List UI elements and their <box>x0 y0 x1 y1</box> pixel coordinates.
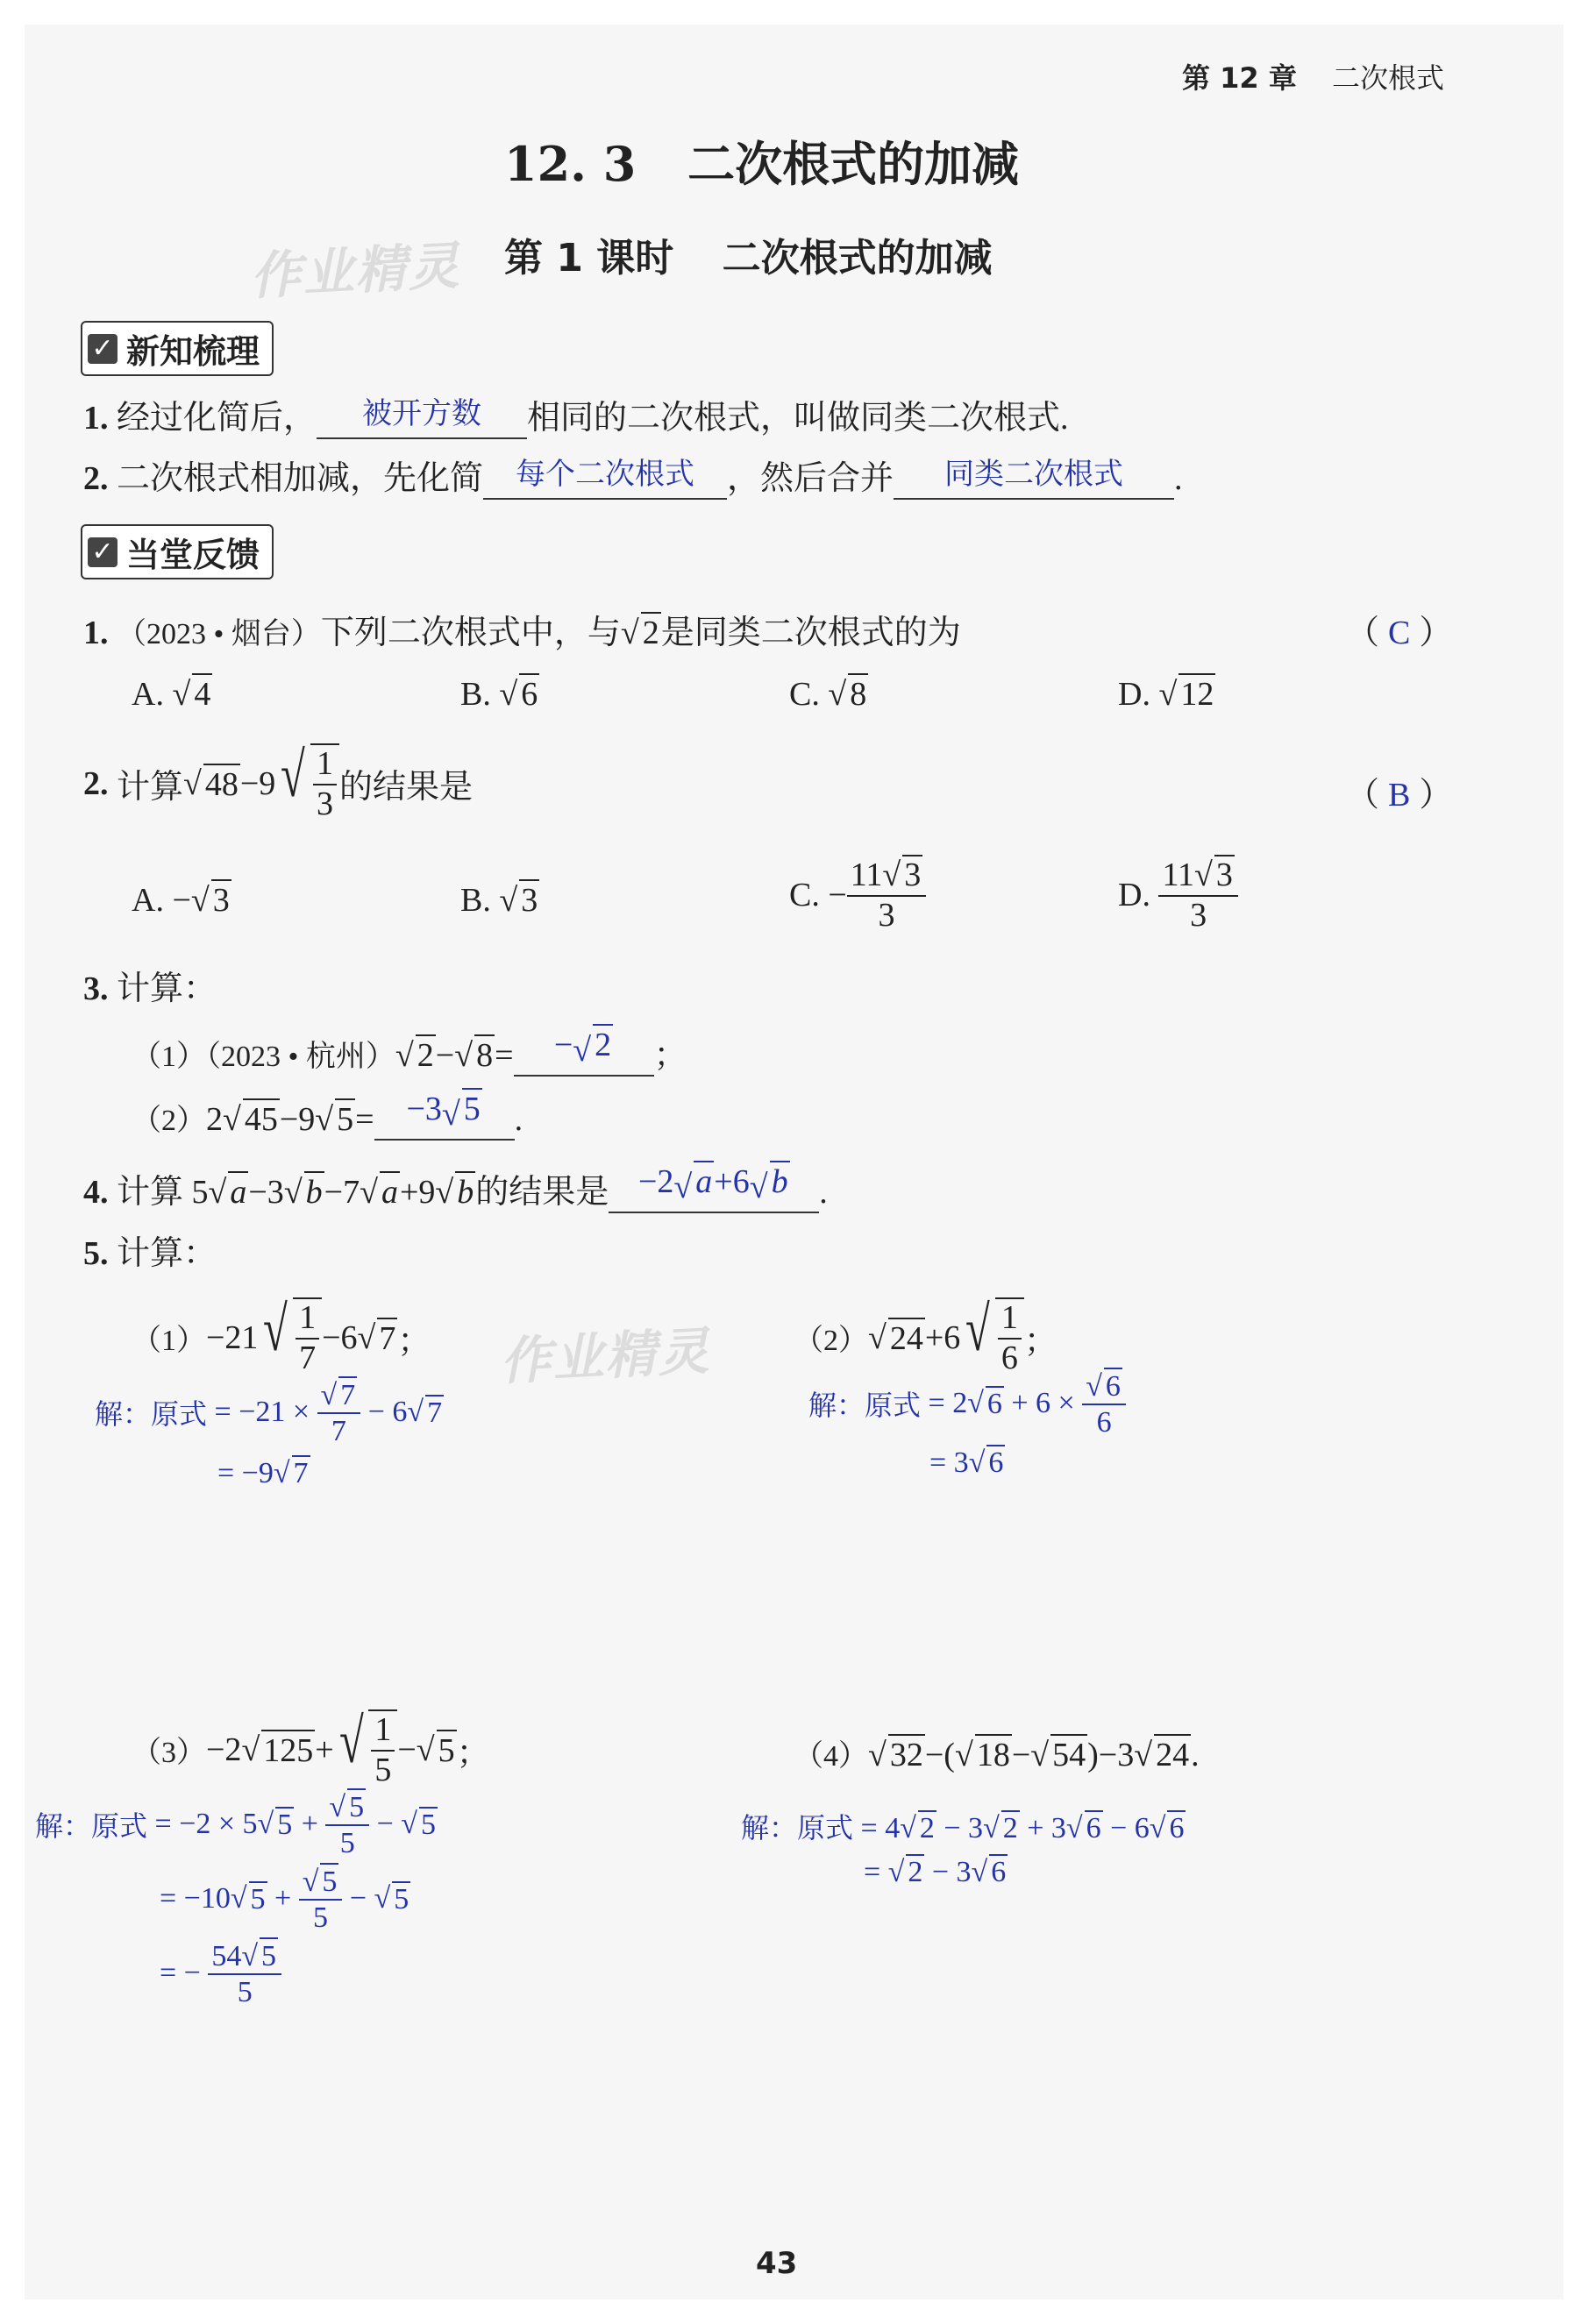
checkmark-icon: ✓ <box>88 537 117 567</box>
coefficient: 2 <box>206 1101 223 1138</box>
term: + 3 <box>1027 1812 1066 1844</box>
lesson-name: 二次根式的加减 <box>722 236 993 281</box>
radicand: 6 <box>1169 1812 1185 1844</box>
radicand: b <box>455 1171 475 1212</box>
solution-5-4-line2: = √ 2 − 3√ 6 <box>864 1856 1007 1888</box>
radicand: 7 <box>427 1397 443 1430</box>
numerator: 1 <box>998 1299 1022 1340</box>
radicand: 12 <box>1179 673 1215 714</box>
expression: = −2 × 5 <box>154 1808 258 1841</box>
radicand: 5 <box>335 1098 355 1139</box>
option-label: D. <box>1118 876 1150 913</box>
question-source: （2023 • 杭州） <box>206 1041 395 1073</box>
section-name: 二次根式的加减 <box>687 136 1020 192</box>
radical-fraction: √ $\frac{1}{7}$ <box>258 1297 322 1377</box>
radicand: 5 <box>320 1863 338 1899</box>
page-number: 43 <box>756 2246 798 2281</box>
feedback-q3 <box>83 961 217 1009</box>
expression: = 2 <box>928 1387 968 1420</box>
radicand: 3 <box>519 879 539 920</box>
part-tag: （1） <box>132 1325 206 1358</box>
sign: − <box>553 1027 573 1063</box>
solution-label: 解：原式 <box>741 1811 854 1844</box>
numerator: 1 <box>296 1299 319 1340</box>
radicand: 5 <box>260 1937 278 1973</box>
watermark-logo: 作业精灵 <box>498 1320 712 1392</box>
section-feedback-badge <box>81 524 274 579</box>
radicand: 2 <box>1002 1812 1018 1844</box>
solution-5-2-line1: 解：原式 = 2 √ 6 + 6 × $\frac{√ 6}{6}$ <box>808 1368 1126 1439</box>
radicand: 5 <box>347 1788 366 1824</box>
feedback-q5 <box>83 1226 217 1274</box>
operator: −9 <box>279 1101 316 1138</box>
radicand: 6 <box>986 1388 1002 1421</box>
answer-text: 同类二次根式 <box>944 457 1124 492</box>
radical-sign: √ <box>620 615 639 651</box>
operator: −( <box>924 1737 955 1773</box>
section-review-label: 新知梳理 <box>126 332 260 371</box>
operator: − <box>435 1037 455 1074</box>
denominator: 5 <box>339 1827 355 1860</box>
term: −7 <box>324 1174 360 1211</box>
radicand: 5 <box>420 1809 436 1842</box>
operator: − <box>1011 1737 1031 1773</box>
answer-blank: −2√ a+6√ b <box>609 1171 819 1213</box>
denominator: 5 <box>313 1901 329 1935</box>
answer-blank <box>894 455 1174 500</box>
operator: = <box>495 1037 514 1074</box>
lesson-title <box>504 226 993 282</box>
part-tag: （1） <box>132 1041 206 1073</box>
part-tag: （2） <box>794 1325 868 1358</box>
radicand: 48 <box>203 764 240 804</box>
question-text: 计算： <box>117 970 217 1007</box>
solution-label: 解：原式 <box>35 1809 148 1844</box>
feedback-q2: 2. 计算 √ 48 −9 √ $\frac{1}{3}$ 的结果是 <box>83 740 473 822</box>
solution-5-1-line1: 解：原式 = −21 × $\frac{√ 7}{7}$ − 6 √ 7 <box>95 1376 444 1448</box>
operator: )−3 <box>1087 1737 1135 1773</box>
radicand: 4 <box>192 673 212 714</box>
choice-answer: C <box>1388 615 1411 651</box>
expression: = −10 <box>160 1882 231 1915</box>
coefficient: −3 <box>406 1091 442 1127</box>
question-text: 下列二次根式中，与 <box>320 615 621 651</box>
expression: = − <box>160 1957 201 1990</box>
feedback-q4: 4. 计算 5√ a−3√ b−7√ a+9√ b的结果是 −2√ a+6√ b . <box>83 1164 828 1213</box>
expression: = <box>864 1856 881 1888</box>
solution-5-3-line1: 解：原式 = −2 × 5 √ 5 + $\frac{√ 5}{5}$ − √ 5 <box>35 1788 438 1860</box>
option-label: A. <box>132 882 164 919</box>
radicand: 8 <box>848 673 868 714</box>
question-text: 的结果是 <box>338 769 473 807</box>
term: − 6 <box>1110 1812 1150 1844</box>
radicand: 54 <box>1050 1734 1087 1774</box>
term: −3 <box>248 1174 284 1211</box>
question-number: 3. <box>83 970 109 1007</box>
fraction: $\frac{√ 5}{5}$ <box>325 1788 369 1860</box>
solution-5-3-line2: = −10 √ 5 + $\frac{√ 5}{5}$ − √ 5 <box>160 1863 410 1935</box>
term: − 6 <box>367 1396 408 1429</box>
operator: + <box>315 1731 334 1768</box>
q5-part1: （1） −21 √ $\frac{1}{7}$ −6 √ 7 ； <box>132 1294 431 1376</box>
option-d: D. √ 12 <box>1118 673 1215 714</box>
operator: − <box>397 1731 417 1768</box>
radicand: 2 <box>593 1024 613 1064</box>
radicand: 24 <box>888 1318 925 1358</box>
question-number: 1. <box>83 615 109 651</box>
q5-part4: （4）√ 32−(√ 18−√ 54)−3√ 24. <box>794 1731 1200 1774</box>
solution-5-1-line2: = −9√ 7 <box>217 1457 309 1489</box>
part-tag: （3） <box>132 1737 206 1770</box>
radicand: 5 <box>277 1809 293 1842</box>
coefficient: −2 <box>206 1731 242 1768</box>
radicand: 32 <box>888 1734 925 1774</box>
solution-5-4-line1: 解：原式 = 4√ 2 − 3√ 2 + 3√ 6 − 6√ 6 <box>741 1811 1185 1844</box>
answer-bracket: （ C ） <box>1346 615 1453 651</box>
term: + 6 × <box>1011 1387 1075 1420</box>
option-label: B. <box>460 676 491 713</box>
radical-fraction: √ $\frac{1}{6}$ <box>960 1297 1024 1377</box>
question-text: 经过化简后， <box>117 400 317 437</box>
term: −9 <box>239 764 276 802</box>
solution-label: 解：原式 <box>808 1389 922 1423</box>
chapter-number: 第 12 章 <box>1182 61 1297 95</box>
radicand: 6 <box>519 673 539 714</box>
term: +6 <box>714 1163 750 1200</box>
denominator: 7 <box>331 1415 346 1448</box>
option-label: D. <box>1118 676 1150 713</box>
review-q1 <box>83 390 1069 439</box>
expression: = −9 <box>217 1457 274 1489</box>
option-b: B. √ 3 <box>460 879 539 920</box>
radicand: 8 <box>474 1034 495 1075</box>
chapter-header <box>1182 56 1444 96</box>
question-text: 是同类二次根式的为 <box>660 615 961 651</box>
radicand: 7 <box>293 1457 309 1489</box>
section-number: 12. 3 <box>504 136 637 192</box>
coefficient: 54 <box>211 1940 242 1972</box>
radicand: 7 <box>377 1318 397 1358</box>
section-title <box>504 127 1019 195</box>
radicand: 125 <box>261 1730 315 1770</box>
option-b: B. √ 6 <box>460 673 539 714</box>
term: − 3 <box>944 1812 984 1844</box>
radical-fraction: √ $\frac{1}{5}$ <box>334 1709 398 1789</box>
punct: . <box>1191 1737 1200 1773</box>
option-c <box>789 855 926 935</box>
operator: − <box>349 1882 367 1915</box>
sign: − <box>172 882 191 919</box>
part-tag: （2） <box>132 1105 206 1137</box>
choice-answer: B <box>1388 777 1411 814</box>
denominator: 3 <box>316 785 333 822</box>
punct: . <box>514 1101 523 1138</box>
radicand: 5 <box>437 1730 457 1770</box>
q3-part2: （2）2√ 45−9√ 5= −3√ 5 . <box>132 1096 523 1141</box>
radicand: 6 <box>991 1856 1007 1888</box>
question-text: . <box>1174 460 1183 497</box>
option-c: C. √ 8 <box>789 673 868 714</box>
question-text: 计算 5 <box>117 1174 209 1211</box>
radicand: 3 <box>904 856 922 893</box>
expression: = 3 <box>929 1446 969 1479</box>
punct: ； <box>1023 1323 1057 1361</box>
solution-5-2-line2: = 3√ 6 <box>929 1446 1004 1479</box>
radicand: 7 <box>338 1376 357 1412</box>
operator: − <box>376 1808 394 1841</box>
coefficient: −21 <box>206 1318 259 1356</box>
radicand: 6 <box>1104 1368 1122 1404</box>
question-text: ，然后合并 <box>727 460 894 497</box>
question-text: 计算： <box>117 1235 217 1272</box>
question-number: 2. <box>83 764 109 802</box>
term: − 3 <box>931 1856 972 1888</box>
radicand: 2 <box>919 1812 935 1844</box>
radicand: 2 <box>416 1034 436 1075</box>
solution-5-3-line3 <box>160 1937 281 2009</box>
watermark-logo: 作业精灵 <box>248 235 462 307</box>
radicand: a <box>380 1171 400 1212</box>
numerator: 1 <box>313 745 337 785</box>
radicand: 6 <box>988 1446 1004 1479</box>
fraction: $\frac{54√ 5}{5}$ <box>208 1937 281 2009</box>
question-text: 计算 <box>117 769 184 807</box>
coefficient: 11 <box>850 856 883 893</box>
option-d <box>1118 855 1238 935</box>
radicand: 2 <box>641 612 661 652</box>
denominator: 7 <box>299 1339 317 1376</box>
radicand: b <box>770 1161 790 1201</box>
radicand: 3 <box>1215 856 1233 893</box>
expression: = 4 <box>860 1812 901 1844</box>
question-text: 相同的二次根式，叫做同类二次根式. <box>527 400 1069 437</box>
radicand: 5 <box>250 1883 266 1916</box>
operator: + <box>274 1882 292 1915</box>
radicand: 2 <box>908 1856 923 1888</box>
answer-text: 被开方数 <box>362 396 482 431</box>
punct: . <box>819 1174 828 1211</box>
radicand: 6 <box>1086 1812 1101 1844</box>
checkmark-icon: ✓ <box>88 334 117 364</box>
radical-fraction: √ $\frac{1}{3}$ <box>275 743 339 823</box>
radicand: 24 <box>1154 1734 1191 1774</box>
coefficient: −2 <box>637 1163 674 1200</box>
answer-blank <box>483 455 727 500</box>
part-tag: （4） <box>794 1740 868 1773</box>
punct: ； <box>456 1735 490 1773</box>
feedback-q1 <box>83 605 961 653</box>
q5-part3: （3） −2 √ 125 + √ $\frac{1}{5}$ − √ 5 ； <box>132 1706 490 1788</box>
answer-blank: −3√ 5 <box>374 1098 515 1141</box>
question-text: 二次根式相加减，先化简 <box>117 460 484 497</box>
denominator: 5 <box>374 1751 392 1788</box>
q3-part1: （1）（2023 • 杭州）√ 2−√ 8= −√ 2 ； <box>132 1027 687 1077</box>
option-a: A. √ 4 <box>132 673 212 714</box>
denominator: 6 <box>1001 1339 1018 1376</box>
operator: +6 <box>924 1318 961 1356</box>
radicand: a <box>228 1171 248 1212</box>
radicand: 5 <box>462 1088 482 1128</box>
answer-bracket: （ B ） <box>1346 777 1453 814</box>
chapter-title: 二次根式 <box>1332 61 1445 95</box>
review-q2 <box>83 451 1183 500</box>
term: −6 <box>322 1318 358 1356</box>
radicand: b <box>304 1171 324 1212</box>
radicand: 45 <box>243 1098 280 1139</box>
sign: − <box>828 876 847 913</box>
answer-blank <box>317 394 527 439</box>
section-feedback-label: 当堂反馈 <box>126 536 260 574</box>
question-text: 的结果是 <box>475 1174 609 1211</box>
question-number: 1. <box>83 400 109 437</box>
term: +9 <box>399 1174 436 1211</box>
fraction: $\frac{√ 6}{6}$ <box>1082 1368 1126 1439</box>
answer-blank: −√ 2 <box>514 1034 654 1077</box>
question-number: 5. <box>83 1235 109 1272</box>
radicand: a <box>694 1161 714 1201</box>
expression: = −21 × <box>214 1396 310 1429</box>
fraction: $\frac{11√ 3}{3}$ <box>847 855 926 935</box>
numerator: 1 <box>371 1711 395 1752</box>
question-number: 2. <box>83 460 109 497</box>
question-source: （2023 • 烟台） <box>117 618 321 650</box>
denominator: 3 <box>1190 896 1207 934</box>
question-number: 4. <box>83 1174 109 1211</box>
option-label: C. <box>789 876 820 913</box>
denominator: 6 <box>1096 1406 1112 1439</box>
q5-part2: （2） √ 24 +6 √ $\frac{1}{6}$ ； <box>794 1294 1057 1376</box>
fraction: $\frac{√ 7}{7}$ <box>317 1376 361 1448</box>
solution-label: 解：原式 <box>95 1397 208 1432</box>
option-a: A. −√ 3 <box>132 879 231 920</box>
operator: = <box>355 1101 374 1138</box>
radicand: 5 <box>394 1883 409 1916</box>
option-label: B. <box>460 882 491 919</box>
option-label: A. <box>132 676 164 713</box>
radicand: 18 <box>975 1734 1012 1774</box>
answer-text: 每个二次根式 <box>516 457 695 492</box>
punct: ； <box>397 1323 431 1361</box>
lesson-number: 第 1 课时 <box>504 236 674 281</box>
section-review-badge <box>81 321 274 376</box>
option-label: C. <box>789 676 820 713</box>
coefficient: 11 <box>1162 856 1195 893</box>
fraction: $\frac{11√ 3}{3}$ <box>1158 855 1237 935</box>
denominator: 5 <box>237 1976 253 2009</box>
denominator: 3 <box>878 896 895 934</box>
operator: + <box>301 1808 318 1841</box>
radicand: 3 <box>211 879 231 920</box>
fraction: $\frac{√ 5}{5}$ <box>299 1863 343 1935</box>
punct: ； <box>653 1037 687 1074</box>
